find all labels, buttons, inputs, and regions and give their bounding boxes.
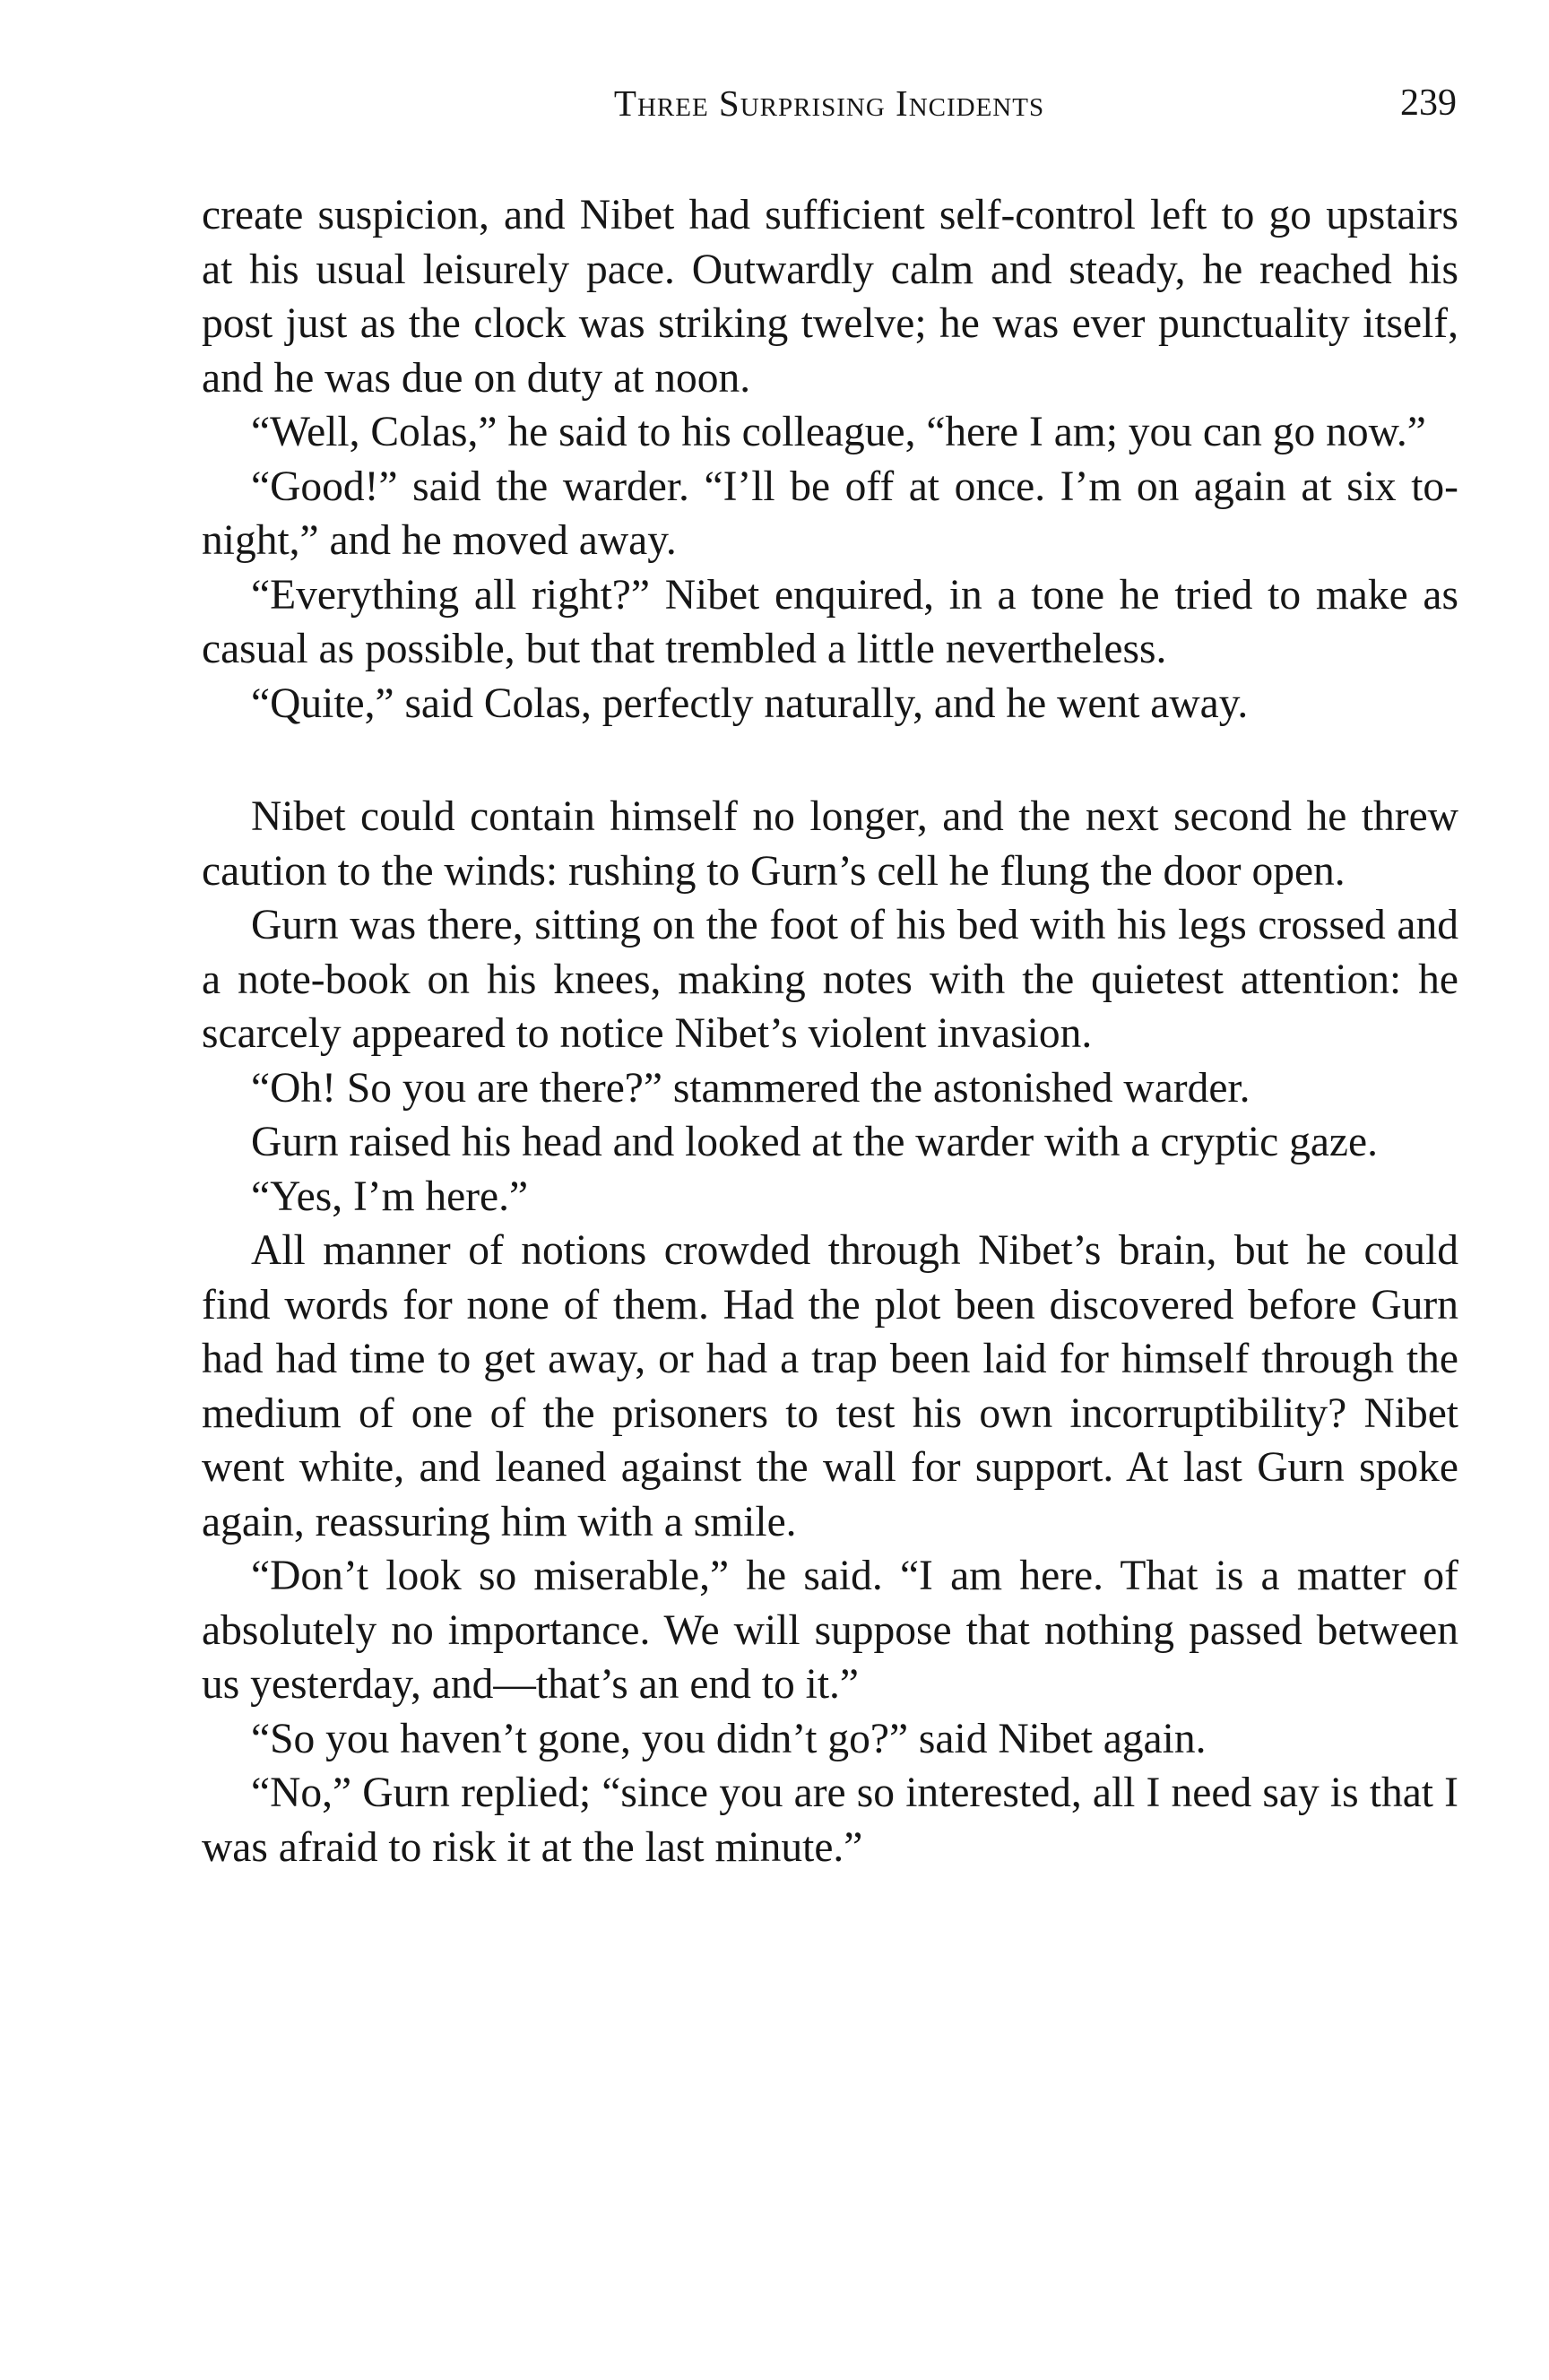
paragraph-13: “So you haven’t gone, you didn’t go?” said Nibet again. <box>251 1715 1207 1762</box>
page-number: 239 <box>1400 82 1457 124</box>
body-text <box>202 188 1458 1874</box>
paragraph-3: “Good!” said the warder. “I’ll be off at once. I’m on again at six to-night,” and he moved away. <box>202 463 1458 564</box>
paragraph-5: “Quite,” said Colas, perfectly naturally, and he went away. <box>251 679 1249 727</box>
running-head <box>202 72 1457 134</box>
paragraph-1: create suspicion, and Nibet had sufficient self-control left to go upstairs at his usual leisurely pace. Outwardly calm and steady, he reached his post just as the clock was striking twelve; he was ever punctuality itself, and he was due on duty at noon. <box>202 192 1458 402</box>
paragraph-2: “Well, Colas,” he said to his colleague, “here I am; you can go now.” <box>251 409 1426 455</box>
paragraph-9: Gurn raised his head and looked at the warder with a cryptic gaze. <box>251 1119 1378 1165</box>
paragraph-6: Nibet could contain himself no longer, and the next second he threw caution to the winds: rushing to Gurn’s cell he flung the door open. <box>202 793 1458 895</box>
paragraph-8: “Oh! So you are there?” stammered the astonished warder. <box>251 1064 1250 1112</box>
paragraph-7: Gurn was there, sitting on the foot of his bed with his legs crossed and a note-book on his knees, making notes with the quietest attention: he scarcely appeared to notice Nibet’s violent invasion. <box>202 902 1458 1057</box>
paragraph-10: “Yes, I’m here.” <box>251 1173 529 1220</box>
paragraph-4: “Everything all right?” Nibet enquired, in a tone he tried to make as casual as possible, but that trembled a little nevertheless. <box>202 571 1458 672</box>
running-title: Three Surprising Incidents <box>613 82 1045 124</box>
paragraph-14: “No,” Gurn replied; “since you are so interested, all I need say is that I was afraid to risk it at the last minute.” <box>202 1770 1458 1871</box>
paragraph-11: All manner of notions crowded through Nibet’s brain, but he could find words for none of them. Had the plot been discovered before Gurn had had time to get away, or had a trap been laid for himself through the medium of one of the prisoners to test his own incorruptibility? Nibet went white, and leaned against the wall for support. At last Gurn spoke again, reassuring him with a smile. <box>202 1227 1458 1545</box>
paragraph-12: “Don’t look so miserable,” he said. “I am here. That is a matter of absolutely no importance. We will suppose that nothing passed between us yesterday, and—that’s an end to it.” <box>202 1553 1458 1708</box>
